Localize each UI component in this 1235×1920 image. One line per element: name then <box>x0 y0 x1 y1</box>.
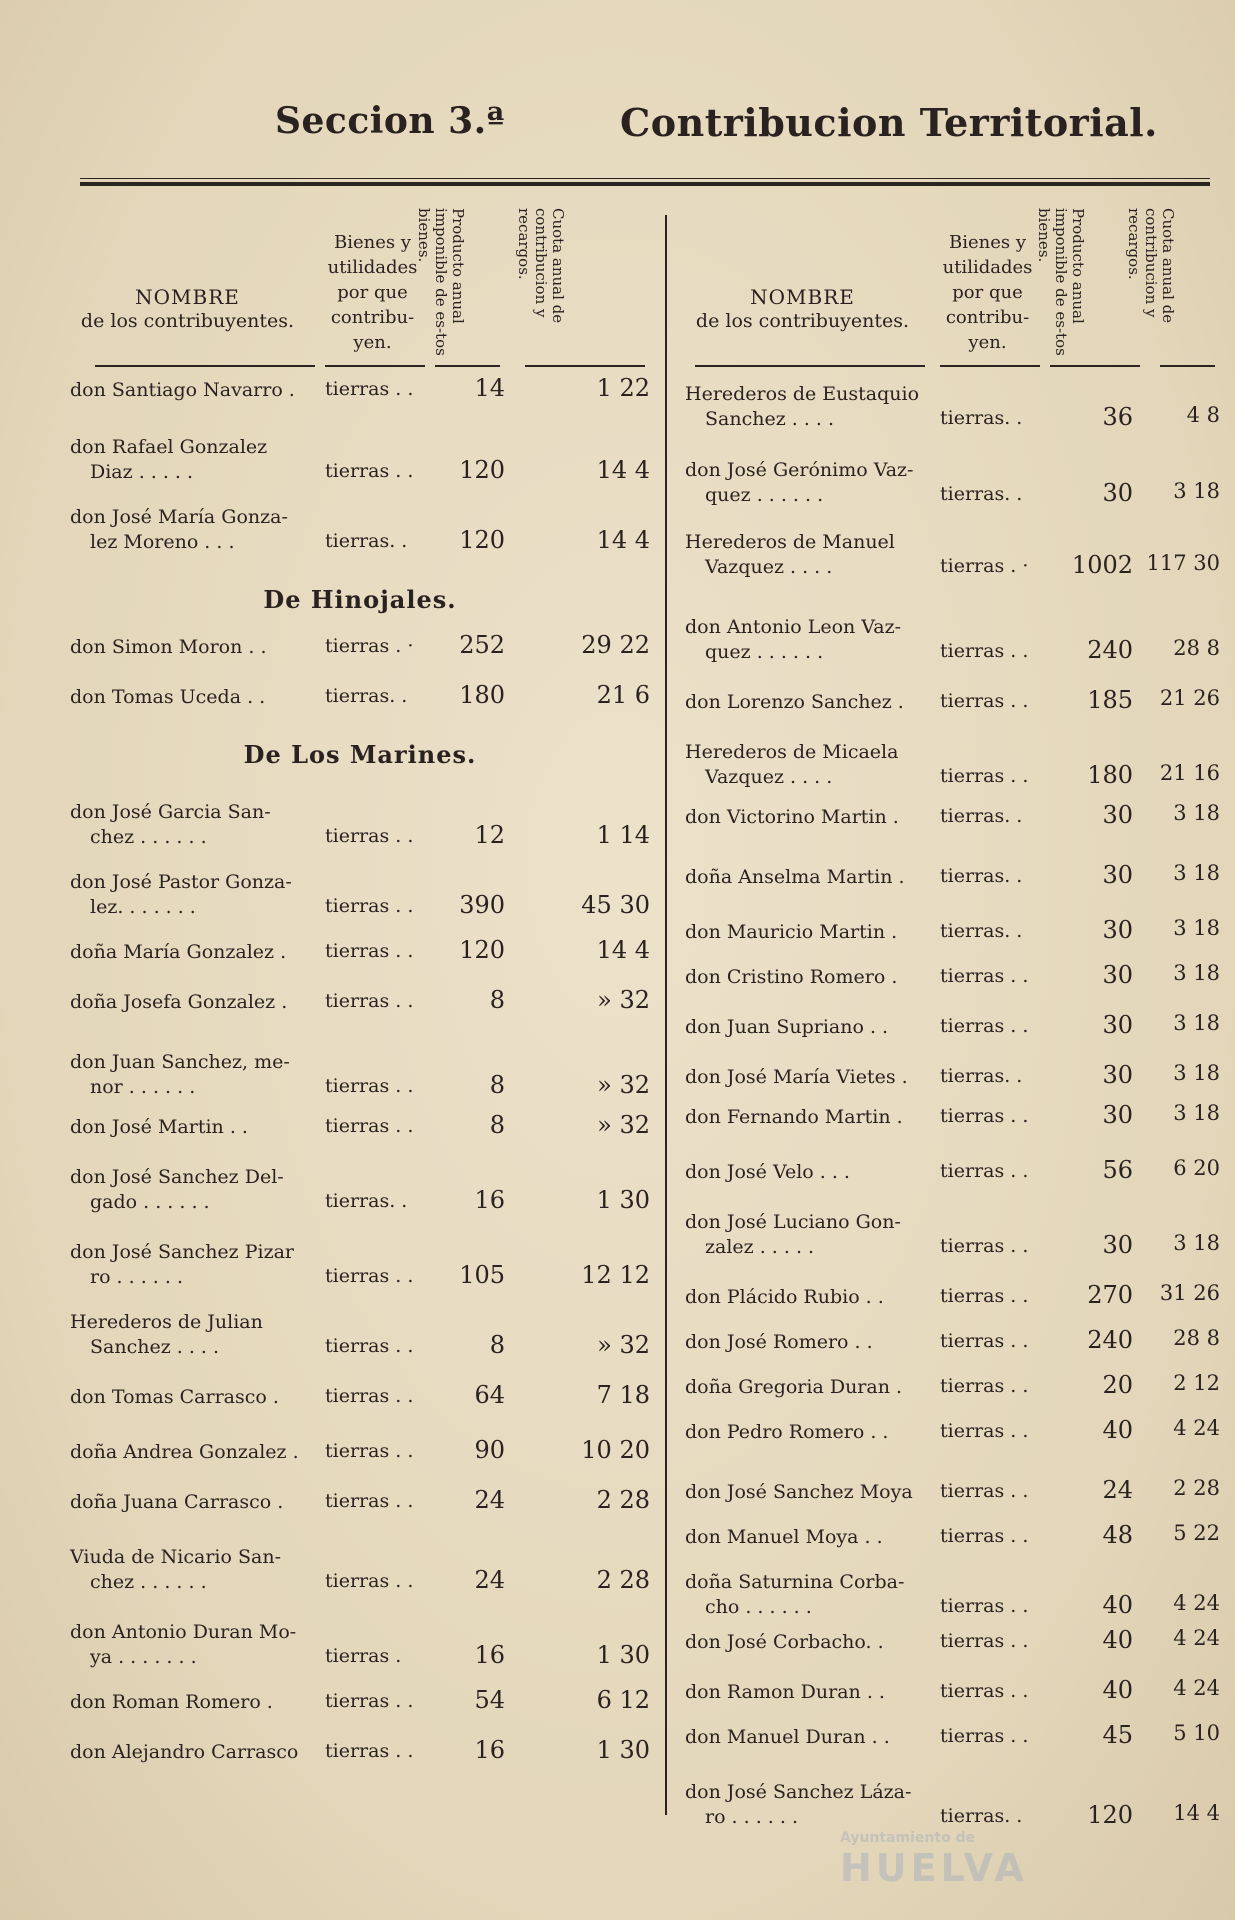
contributor-name: don Manuel Moya . . <box>685 1526 883 1548</box>
producto-cell: 16 <box>474 1736 505 1764</box>
cuota-cell: 21 6 <box>596 681 650 709</box>
bienes-cell: tierras . · <box>325 635 414 657</box>
cuota-cell: 4 24 <box>1173 1416 1220 1440</box>
left-table-header <box>70 200 650 370</box>
contributor-name: Herederos de Manuel Vazquez . . . . <box>685 531 895 578</box>
contributor-name: don José Sanchez Moya <box>685 1481 913 1503</box>
bienes-cell: tierras . . <box>325 1335 414 1357</box>
cuota-cell: 4 24 <box>1173 1591 1220 1615</box>
bienes-cell: tierras . . <box>940 690 1029 712</box>
producto-cell: 30 <box>1102 801 1133 829</box>
producto-cell: 64 <box>474 1381 505 1409</box>
producto-cell: 14 <box>474 374 505 402</box>
contributor-name: doña Juana Carrasco . <box>70 1491 284 1513</box>
bienes-cell: tierras . . <box>325 1740 414 1762</box>
producto-cell: 16 <box>474 1186 505 1214</box>
cuota-cell: » 32 <box>597 986 650 1014</box>
contributor-name: doña Saturnina Corba- cho . . . . . . <box>685 1571 905 1618</box>
subsection-heading: De Hinojales. <box>263 585 457 614</box>
bienes-cell: tierras . . <box>940 1595 1029 1617</box>
bienes-cell: tierras. . <box>940 1805 1023 1827</box>
producto-cell: 90 <box>474 1436 505 1464</box>
page-title: Contribucion Territorial. <box>620 100 1158 145</box>
producto-cell: 120 <box>459 526 505 554</box>
cuota-cell: 1 22 <box>596 374 650 402</box>
producto-cell: 30 <box>1102 1231 1133 1259</box>
watermark: Ayuntamiento de HUELVA <box>840 1830 1028 1890</box>
contributor-name: doña María Gonzalez . <box>70 941 287 963</box>
bienes-cell: tierras . . <box>325 895 414 917</box>
cuota-cell: » 32 <box>597 1331 650 1359</box>
contributor-name: Herederos de Micaela Vazquez . . . . <box>685 741 899 788</box>
contributor-name: doña Anselma Martin . <box>685 866 905 888</box>
left-table <box>70 200 650 1800</box>
producto-cell: 36 <box>1102 403 1133 431</box>
cuota-cell: 4 8 <box>1186 403 1220 427</box>
producto-cell: 30 <box>1102 1101 1133 1129</box>
producto-cell: 24 <box>1102 1476 1133 1504</box>
contributor-name: don José Sanchez Láza- ro . . . . . . <box>685 1781 912 1828</box>
bienes-cell: tierras. . <box>940 805 1023 827</box>
bienes-column-header: Bienes y utilidades por que contribu-yen. <box>942 232 1033 353</box>
contributor-name: don Cristino Romero . <box>685 966 898 988</box>
producto-cell: 8 <box>489 1111 505 1139</box>
bienes-cell: tierras . . <box>325 940 414 962</box>
producto-cell: 30 <box>1102 1011 1133 1039</box>
bienes-cell: tierras . . <box>325 1570 414 1592</box>
producto-cell: 240 <box>1087 636 1133 664</box>
cuota-cell: » 32 <box>597 1111 650 1139</box>
contributor-name: don Roman Romero . <box>70 1691 273 1713</box>
contributor-name: don Manuel Duran . . <box>685 1726 890 1748</box>
contributor-name: don Tomas Carrasco . <box>70 1386 279 1408</box>
cuota-cell: 5 22 <box>1173 1521 1220 1545</box>
bienes-cell: tierras . . <box>325 1115 414 1137</box>
bienes-cell: tierras . . <box>940 1680 1029 1702</box>
cuota-cell: 3 18 <box>1173 801 1220 825</box>
cuota-cell: 3 18 <box>1173 916 1220 940</box>
producto-cell: 180 <box>1087 761 1133 789</box>
right-table <box>685 200 1220 1840</box>
cuota-cell: 5 10 <box>1173 1721 1220 1745</box>
bienes-cell: tierras. . <box>940 1065 1023 1087</box>
cuota-cell: 6 12 <box>596 1686 650 1714</box>
contributor-name: don José Gerónimo Vaz- quez . . . . . . <box>685 459 914 506</box>
bienes-cell: tierras . . <box>940 1420 1029 1442</box>
contributor-name: doña Josefa Gonzalez . <box>70 991 288 1013</box>
contributor-name: don Tomas Uceda . . <box>70 686 266 708</box>
subsection-heading: De Los Marines. <box>243 740 477 769</box>
producto-cell: 120 <box>459 456 505 484</box>
bienes-cell: tierras . . <box>940 1235 1029 1257</box>
producto-cell: 120 <box>1087 1801 1133 1829</box>
bienes-column-header: Bienes y utilidades por que contribu-yen. <box>327 232 418 353</box>
contributor-name: don Antonio Duran Mo- ya . . . . . . . <box>70 1621 297 1668</box>
contributor-name: don José Garcia San- chez . . . . . . <box>70 801 271 848</box>
bienes-cell: tierras . <box>325 1645 402 1667</box>
contributor-name: don Simon Moron . . <box>70 636 267 658</box>
producto-cell: 54 <box>474 1686 505 1714</box>
bienes-cell: tierras . . <box>940 1330 1029 1352</box>
producto-cell: 30 <box>1102 961 1133 989</box>
producto-cell: 24 <box>474 1566 505 1594</box>
cuota-cell: 1 14 <box>596 821 650 849</box>
contributor-name: Herederos de Julian Sanchez . . . . <box>70 1311 263 1358</box>
bienes-cell: tierras . . <box>940 1725 1029 1747</box>
bienes-cell: tierras . . <box>940 1525 1029 1547</box>
section-heading: Seccion 3.ª <box>275 100 505 142</box>
cuota-cell: 3 18 <box>1173 861 1220 885</box>
bienes-cell: tierras . . <box>325 1440 414 1462</box>
cuota-cell: 45 30 <box>581 891 650 919</box>
bienes-cell: tierras. . <box>325 1190 408 1212</box>
producto-cell: 40 <box>1102 1591 1133 1619</box>
bienes-cell: tierras . . <box>940 1160 1029 1182</box>
producto-cell: 30 <box>1102 916 1133 944</box>
cuota-cell: 12 12 <box>581 1261 650 1289</box>
cuota-cell: 14 4 <box>596 936 650 964</box>
producto-cell: 30 <box>1102 861 1133 889</box>
bienes-cell: tierras. . <box>940 483 1023 505</box>
contributor-name: don José Pastor Gonza- lez. . . . . . . <box>70 871 292 918</box>
cuota-cell: 28 8 <box>1173 636 1220 660</box>
producto-cell: 270 <box>1087 1281 1133 1309</box>
cuota-cell: 4 24 <box>1173 1626 1220 1650</box>
producto-cell: 185 <box>1087 686 1133 714</box>
cuota-cell: 1 30 <box>596 1186 650 1214</box>
cuota-cell: 14 4 <box>596 456 650 484</box>
cuota-cell: 21 16 <box>1159 761 1220 785</box>
cuota-cell: 117 30 <box>1146 551 1220 575</box>
contributor-name: don Santiago Navarro . <box>70 379 295 401</box>
bienes-cell: tierras . . <box>325 1385 414 1407</box>
cuota-cell: 3 18 <box>1173 961 1220 985</box>
cuota-cell: 1 30 <box>596 1736 650 1764</box>
producto-cell: 16 <box>474 1641 505 1669</box>
contributor-name: don José Martin . . <box>70 1116 248 1138</box>
contributor-name: don Mauricio Martin . <box>685 921 898 943</box>
bienes-cell: tierras . · <box>940 555 1029 577</box>
bienes-cell: tierras. . <box>940 920 1023 942</box>
cuota-cell: 6 20 <box>1173 1156 1220 1180</box>
producto-cell: 40 <box>1102 1676 1133 1704</box>
contributor-name: don Pedro Romero . . <box>685 1421 889 1443</box>
bienes-cell: tierras . . <box>940 1105 1029 1127</box>
cuota-cell: 3 18 <box>1173 479 1220 503</box>
bienes-cell: tierras . . <box>940 1375 1029 1397</box>
contributor-name: don Victorino Martin . <box>685 806 899 828</box>
cuota-cell: 29 22 <box>581 631 650 659</box>
producto-column-header: Producto anual imponible de es-tos bienes. <box>415 208 467 356</box>
contributor-name: don José Corbacho. . <box>685 1631 884 1653</box>
cuota-cell: 2 28 <box>596 1566 650 1594</box>
producto-cell: 240 <box>1087 1326 1133 1354</box>
bienes-cell: tierras . . <box>940 1285 1029 1307</box>
header-rule-thin <box>80 178 1210 179</box>
cuota-column-header: Cuota anual de contribucion y recargos. <box>1125 208 1177 324</box>
producto-cell: 390 <box>459 891 505 919</box>
column-divider <box>665 215 667 1815</box>
producto-cell: 45 <box>1102 1721 1133 1749</box>
producto-cell: 1002 <box>1071 551 1133 579</box>
producto-cell: 40 <box>1102 1416 1133 1444</box>
producto-cell: 8 <box>489 986 505 1014</box>
contributor-name: don Juan Sanchez, me- nor . . . . . . <box>70 1051 290 1098</box>
contributor-name: don Alejandro Carrasco <box>70 1741 299 1763</box>
contributor-name: don Fernando Martin . <box>685 1106 903 1128</box>
bienes-cell: tierras . . <box>325 1690 414 1712</box>
producto-cell: 8 <box>489 1071 505 1099</box>
contributor-name: don Juan Supriano . . <box>685 1016 889 1038</box>
producto-cell: 24 <box>474 1486 505 1514</box>
producto-cell: 56 <box>1102 1156 1133 1184</box>
producto-cell: 20 <box>1102 1371 1133 1399</box>
contributor-name: don José Romero . . <box>685 1331 873 1353</box>
bienes-cell: tierras . . <box>940 765 1029 787</box>
contributor-name: Viuda de Nicario San- chez . . . . . . <box>70 1546 281 1593</box>
contributor-name: Herederos de Eustaquio Sanchez . . . . <box>685 383 920 430</box>
name-column-header: NOMBRE de los contribuyentes. <box>695 285 910 332</box>
right-table-header <box>685 200 1220 370</box>
cuota-cell: 7 18 <box>596 1381 650 1409</box>
bienes-cell: tierras . . <box>940 640 1029 662</box>
cuota-cell: 2 28 <box>1173 1476 1220 1500</box>
contributor-name: don Ramon Duran . . <box>685 1681 885 1703</box>
contributor-name: don Plácido Rubio . . <box>685 1286 884 1308</box>
bienes-cell: tierras . . <box>940 1480 1029 1502</box>
contributor-name: don José Velo . . . <box>685 1161 850 1183</box>
header-rule-thick <box>80 182 1210 186</box>
bienes-cell: tierras . . <box>325 1265 414 1287</box>
producto-cell: 252 <box>459 631 505 659</box>
cuota-cell: » 32 <box>597 1071 650 1099</box>
bienes-cell: tierras . . <box>325 990 414 1012</box>
bienes-cell: tierras . . <box>940 1630 1029 1652</box>
bienes-cell: tierras . . <box>325 378 414 400</box>
contributor-name: don Antonio Leon Vaz- quez . . . . . . <box>685 616 902 663</box>
contributor-name: don José María Gonza- lez Moreno . . . <box>70 506 288 553</box>
cuota-cell: 14 4 <box>1173 1801 1220 1825</box>
bienes-cell: tierras. . <box>325 530 408 552</box>
producto-cell: 120 <box>459 936 505 964</box>
cuota-cell: 28 8 <box>1173 1326 1220 1350</box>
name-column-header: NOMBRE de los contribuyentes. <box>80 285 295 332</box>
cuota-cell: 10 20 <box>581 1436 650 1464</box>
cuota-cell: 3 18 <box>1173 1011 1220 1035</box>
cuota-cell: 14 4 <box>596 526 650 554</box>
bienes-cell: tierras . . <box>325 825 414 847</box>
bienes-cell: tierras . . <box>325 1075 414 1097</box>
bienes-cell: tierras. . <box>940 865 1023 887</box>
bienes-cell: tierras. . <box>940 407 1023 429</box>
producto-cell: 40 <box>1102 1626 1133 1654</box>
cuota-column-header: Cuota anual de contribucion y recargos. <box>515 208 567 324</box>
contributor-name: don José Luciano Gon- zalez . . . . . <box>685 1211 901 1258</box>
cuota-cell: 31 26 <box>1159 1281 1220 1305</box>
bienes-cell: tierras . . <box>940 1015 1029 1037</box>
contributor-name: doña Andrea Gonzalez . <box>70 1441 299 1463</box>
producto-cell: 8 <box>489 1331 505 1359</box>
bienes-cell: tierras . . <box>325 1490 414 1512</box>
producto-cell: 30 <box>1102 479 1133 507</box>
contributor-name: don José Sanchez Pizar ro . . . . . . <box>70 1241 295 1288</box>
producto-cell: 30 <box>1102 1061 1133 1089</box>
bienes-cell: tierras . . <box>940 965 1029 987</box>
cuota-cell: 3 18 <box>1173 1061 1220 1085</box>
cuota-cell: 2 12 <box>1173 1371 1220 1395</box>
cuota-cell: 1 30 <box>596 1641 650 1669</box>
producto-cell: 48 <box>1102 1521 1133 1549</box>
cuota-cell: 3 18 <box>1173 1101 1220 1125</box>
cuota-cell: 2 28 <box>596 1486 650 1514</box>
cuota-cell: 3 18 <box>1173 1231 1220 1255</box>
producto-cell: 12 <box>474 821 505 849</box>
bienes-cell: tierras. . <box>325 685 408 707</box>
producto-column-header: Producto anual imponible de es-tos bienes. <box>1035 208 1087 356</box>
producto-cell: 105 <box>459 1261 505 1289</box>
contributor-name: don Rafael Gonzalez Diaz . . . . . <box>70 436 268 483</box>
producto-cell: 180 <box>459 681 505 709</box>
cuota-cell: 4 24 <box>1173 1676 1220 1700</box>
cuota-cell: 21 26 <box>1159 686 1220 710</box>
contributor-name: don Lorenzo Sanchez . <box>685 691 904 713</box>
contributor-name: don José María Vietes . <box>685 1066 908 1088</box>
bienes-cell: tierras . . <box>325 460 414 482</box>
contributor-name: don José Sanchez Del- gado . . . . . . <box>70 1166 284 1213</box>
contributor-name: doña Gregoria Duran . <box>685 1376 903 1398</box>
